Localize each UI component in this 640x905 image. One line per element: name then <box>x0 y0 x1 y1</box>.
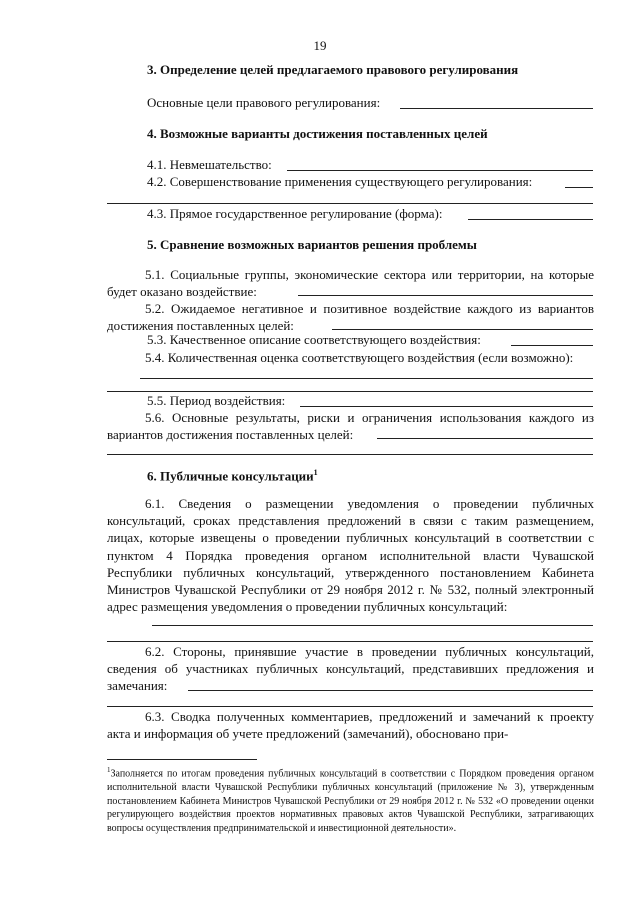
item-5-1-blank <box>298 295 593 296</box>
section-6-heading <box>147 468 318 484</box>
item-6-2-blank <box>188 690 593 691</box>
item-4-2-blank <box>565 187 593 188</box>
section-3-heading: 3. Определение целей предлагаемого правового регулирования <box>147 62 519 77</box>
item-6-1-blank-line-2 <box>107 641 593 642</box>
footnote-text: Заполняется по итогам проведения публичных консультаций в соответствии с Порядком проведения органом исполнительной власти Чувашской Республики публичных консультаций (приложение № 3), утвержденным постановлением Кабинета Министров Чувашской Республики от 29 ноября 2012 г. № 532 «О проведении оценки регулирующего воздействия проектов нормативных правовых актов Чувашской Республики, затрагивающих вопросы осуществления предпринимательской и инвестиционной деятельности». <box>107 768 594 834</box>
section-5-heading: 5. Сравнение возможных вариантов решения проблемы <box>147 237 477 252</box>
item-5-1: 5.1. Социальные группы, экономические сектора или территории, на которые будет оказано воздействие: <box>107 267 594 300</box>
item-5-4-blank-line-2 <box>107 391 593 392</box>
item-4-2-blank-line-2 <box>107 203 593 204</box>
item-6-3: 6.3. Сводка полученных комментариев, предложений и замечаний к проекту акта и информация об учете предложений (замечаний), обосновано при- <box>107 709 594 742</box>
item-4-3: 4.3. Прямое государственное регулирование (форма): <box>147 206 443 221</box>
item-6-2-blank-line-2 <box>107 706 593 707</box>
item-5-4-blank <box>140 378 593 379</box>
footnote-separator <box>107 759 257 760</box>
item-5-6-blank-line-2 <box>107 454 593 455</box>
goals-blank <box>400 108 593 109</box>
item-4-1-blank <box>287 170 593 171</box>
section-4-heading: 4. Возможные варианты достижения поставленных целей <box>147 126 488 141</box>
item-6-1: 6.1. Сведения о размещении уведомления о проведении публичных консультаций, сроках представления предложений в связи с таким размещением, лицах, которые извещены о проведении публичных консультаций в соответствии с пунктом 4 Порядка проведения органом исполнительной власти Чувашской Республики публичных консультаций, утвержденного постановлением Кабинета Министров Чувашской Республики от 29 ноября 2012 г. № 532, полный электронный адрес размещения уведомления о проведении публичных консультаций: <box>107 496 594 615</box>
goals-label: Основные цели правового регулирования: <box>147 95 381 110</box>
item-5-6-blank <box>377 438 593 439</box>
footnote-reference: 1 <box>313 468 318 477</box>
footnote <box>107 764 594 835</box>
item-4-1: 4.1. Невмешательство: <box>147 157 272 172</box>
item-5-5-blank <box>300 406 593 407</box>
item-5-3: 5.3. Качественное описание соответствующего воздействия: <box>147 332 481 347</box>
item-5-4: 5.4. Количественная оценка соответствующего воздействия (если возможно): <box>145 350 574 365</box>
item-4-3-blank <box>468 219 593 220</box>
page-number: 19 <box>313 38 327 53</box>
item-5-6: 5.6. Основные результаты, риски и ограничения использования каждого из вариантов достижения поставленных целей: <box>107 410 594 443</box>
item-5-5: 5.5. Период воздействия: <box>147 393 286 408</box>
item-4-2: 4.2. Совершенствование применения существующего регулирования: <box>147 174 533 189</box>
section-6-heading-text: 6. Публичные консультации <box>147 468 314 484</box>
item-5-2: 5.2. Ожидаемое негативное и позитивное воздействие каждого из вариантов достижения поставленных целей: <box>107 301 594 334</box>
item-5-2-blank <box>332 329 593 330</box>
item-6-1-blank <box>152 625 593 626</box>
item-5-3-blank <box>511 345 593 346</box>
item-6-2: 6.2. Стороны, принявшие участие в проведении публичных консультаций, сведения об участниках публичных консультаций, представивших предложения и замечания: <box>107 644 594 694</box>
footnote-mark: 1 <box>107 766 111 774</box>
